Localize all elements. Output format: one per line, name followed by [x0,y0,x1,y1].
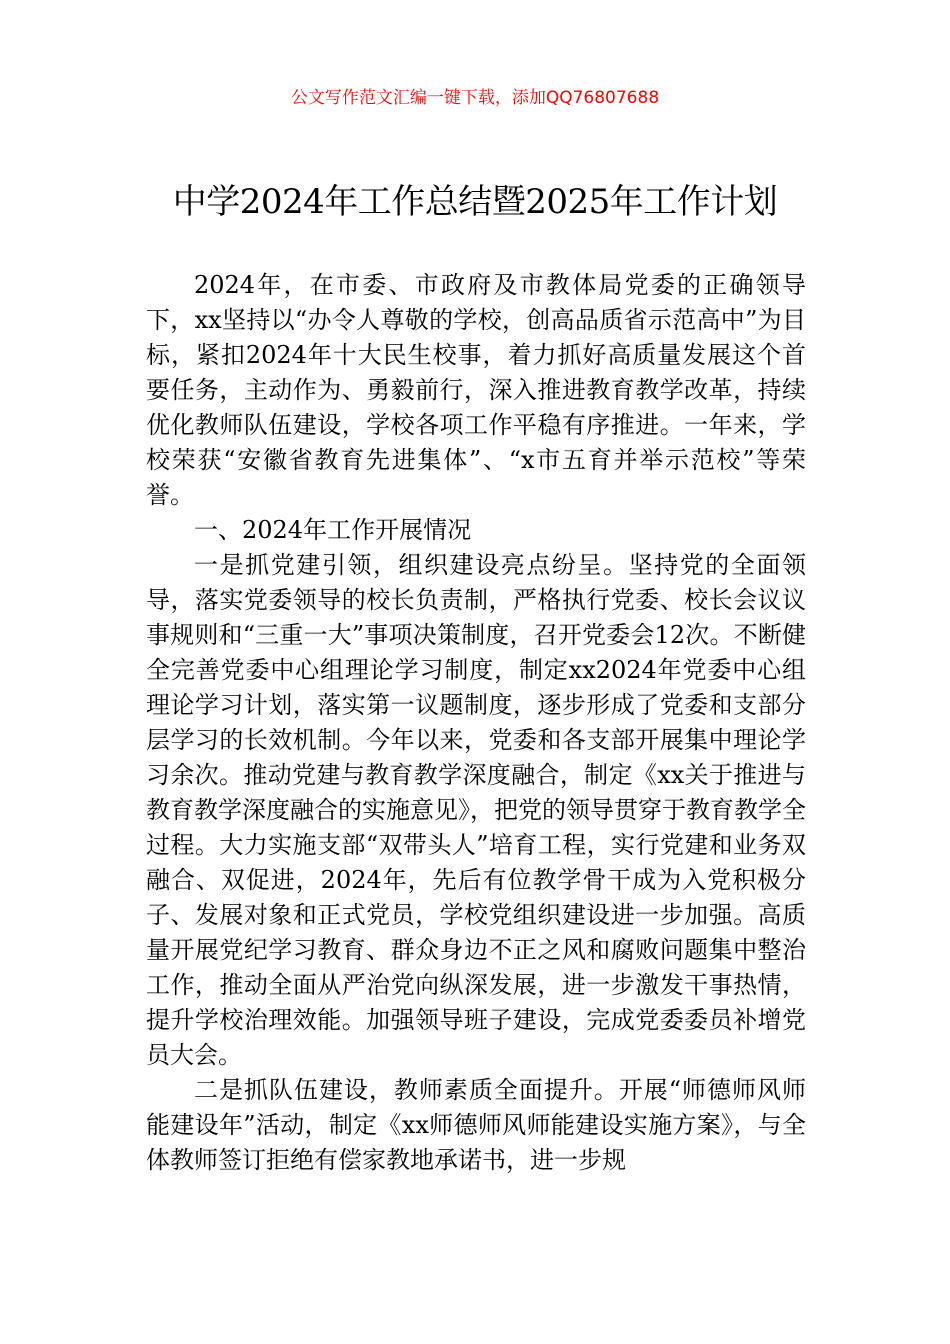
header-banner: 公文写作范文汇编一键下载，添加QQ76807688 [290,88,660,108]
paragraph-team-building: 二是抓队伍建设，教师素质全面提升。开展“师德师风师能建设年”活动，制定《xx师德师风师能建设实施方案》，与全体教师签订拒绝有偿家教地承诺书，进一步规 [146,1076,806,1174]
paragraph-party-building: 一是抓党建引领，组织建设亮点纷呈。坚持党的全面领导，落实党委领导的校长负责制，严格执行党委、校长会议议事规则和“三重一大”事项决策制度，召开党委会12次。不断健全完善党委中心组理论学习制度，制定xx2024年党委中心组理论学习计划，落实第一议题制度，逐步形成了党委和支部分层学习的长效机制。今年以来，党委和各支部开展集中理论学习余次。推动党建与教育教学深度融合，制定《xx关于推进与教育教学深度融合的实施意见》，把党的领导贯穿于教育教学全过程。大力实施支部“双带头人”培育工程，实行党建和业务双融合、双促进，2024年，先后有位教学骨干成为入党积极分子、发展对象和正式党员，学校党组织建设进一步加强。高质量开展党纪学习教育、群众身边不正之风和腐败问题集中整治工作，推动全面从严治党向纵深发展，进一步激发干事热情，提升学校治理效能。加强领导班子建设，完成党委委员补增党员大会。 [146,551,806,1069]
document-title: 中学2024年工作总结暨2025年工作计划 [172,182,778,222]
paragraph-intro: 2024年，在市委、市政府及市教体局党委的正确领导下，xx坚持以“办令人尊敬的学校，创高品质省示范高中”为目标，紧扣2024年十大民生校事，着力抓好高质量发展这个首要任务，主动作为、勇毅前行，深入推进教育教学改革，持续优化教师队伍建设，学校各项工作平稳有序推进。一年来，学校荣获“安徽省教育先进集体”、“x市五育并举示范校”等荣誉。 [146,271,806,509]
document-body [146,268,806,1178]
section-heading: 一、2024年工作开展情况 [194,516,472,544]
